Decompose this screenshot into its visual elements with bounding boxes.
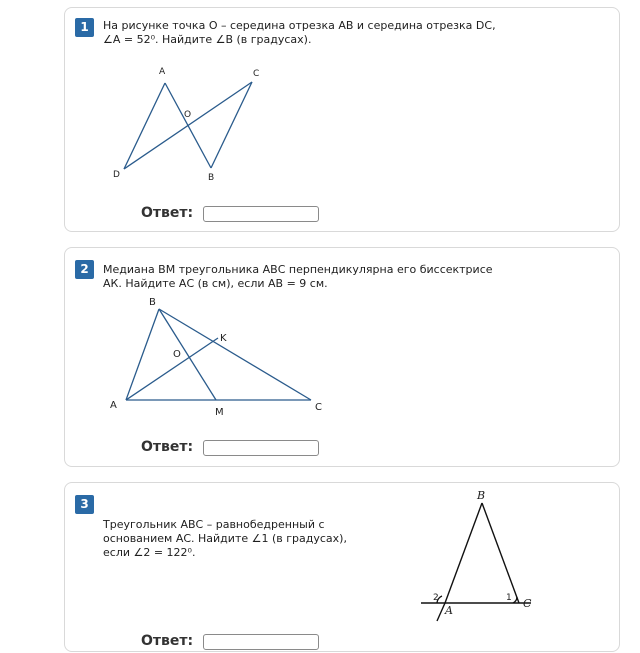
label-B: B [477,489,486,502]
task-text-line: Треугольник АВС – равнобедренный с [103,518,325,531]
task-text-line: На рисунке точка О – середина отрезка АВ и середина отрезка DC, [103,19,496,32]
answer-label: Ответ: [141,205,194,221]
figure-isosceles-triangle [65,483,621,653]
task-text-line: если ∠2 = 122⁰. [103,546,196,559]
label-C: C [523,597,532,610]
task-card-1 [64,7,620,232]
figure-triangle-median-bisector [65,248,621,468]
label-O: O [173,349,181,360]
label-M: M [215,407,224,418]
task-number-badge: 1 [75,18,94,37]
label-B: B [149,297,156,308]
label-K: K [220,333,227,344]
task-number-badge: 3 [75,495,94,514]
median-BM [159,309,216,400]
answer-input[interactable] [203,440,319,456]
task-number-badge: 2 [75,260,94,279]
side-BC [159,309,311,400]
task-card-2 [64,247,620,467]
angle-2-label: 2 [433,593,439,603]
segment-BC [211,82,252,168]
answer-input[interactable] [203,634,319,650]
side-AB [126,309,159,400]
label-C: C [253,69,260,79]
extension-line [437,603,445,621]
label-A: A [445,604,453,617]
label-A: A [110,400,117,411]
figure-two-triangles [65,8,621,233]
label-D: D [113,170,120,180]
task-text-line: ∠А = 52⁰. Найдите ∠В (в градусах). [103,33,312,46]
bisector-AK [126,338,218,400]
side-BC [482,503,519,603]
side-AB [445,503,482,603]
task-text-line: основанием АС. Найдите ∠1 (в градусах), [103,532,347,545]
label-B: B [208,173,215,183]
task-text-line: АК. Найдите АС (в см), если АВ = 9 см. [103,277,328,290]
answer-input[interactable] [203,206,319,222]
task-text-line: Медиана ВМ треугольника АВС перпендикулярна его биссектрисе [103,263,493,276]
answer-label: Ответ: [141,633,194,649]
task-card-3 [64,482,620,652]
label-O: O [184,110,192,120]
angle-1-arc [513,597,517,603]
label-A: A [159,67,166,77]
segment-DA [124,83,165,169]
label-C: C [315,402,322,413]
segment-DC [124,82,252,169]
answer-label: Ответ: [141,439,194,455]
angle-1-label: 1 [506,593,512,603]
